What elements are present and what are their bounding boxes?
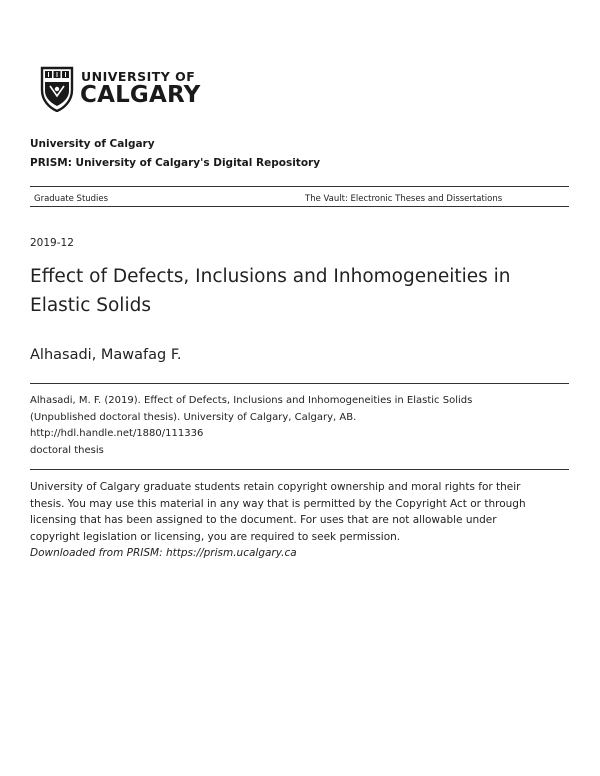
rights-line: licensing that has been assigned to the document. For uses that are not allowable under [30, 514, 497, 527]
handle-link[interactable]: http://hdl.handle.net/1880/111336 [30, 428, 204, 440]
logo-text-calgary: CALGARY [80, 82, 201, 108]
document-type: doctoral thesis [30, 444, 104, 456]
citation-block [30, 393, 472, 459]
citation-line: (Unpublished doctoral thesis). University of Calgary, Calgary, AB. [30, 411, 357, 423]
rights-statement [30, 479, 570, 562]
divider [30, 383, 569, 384]
divider [30, 186, 569, 187]
title-line: Elastic Solids [30, 295, 151, 316]
author-name: Alhasadi, Mawafag F. [30, 347, 182, 363]
university-logo [40, 66, 205, 114]
crest-icon [40, 66, 74, 112]
divider [30, 206, 569, 207]
citation-line: Alhasadi, M. F. (2019). Effect of Defects, Inclusions and Inhomogeneities in Elastic Solids [30, 395, 473, 406]
collection-series: The Vault: Electronic Theses and Dissertations [305, 194, 503, 204]
collection-label: Graduate Studies [34, 194, 109, 204]
rights-line: thesis. You may use this material in any way that is permitted by the Copyright Act or through [30, 497, 526, 510]
institution-name: University of Calgary [30, 138, 155, 150]
download-source-link[interactable]: Downloaded from PRISM: https://prism.ucalgary.ca [30, 547, 297, 560]
publication-date: 2019-12 [30, 237, 74, 249]
divider [30, 469, 569, 470]
title-line: Effect of Defects, Inclusions and Inhomogeneities in [30, 266, 511, 287]
document-title [30, 262, 570, 320]
repository-name: PRISM: University of Calgary's Digital Repository [30, 157, 321, 169]
rights-line: copyright legislation or licensing, you are required to seek permission. [30, 530, 401, 543]
logo-text-university-of: UNIVERSITY OF [81, 69, 196, 84]
rights-line: University of Calgary graduate students retain copyright ownership and moral rights for their [30, 481, 521, 493]
